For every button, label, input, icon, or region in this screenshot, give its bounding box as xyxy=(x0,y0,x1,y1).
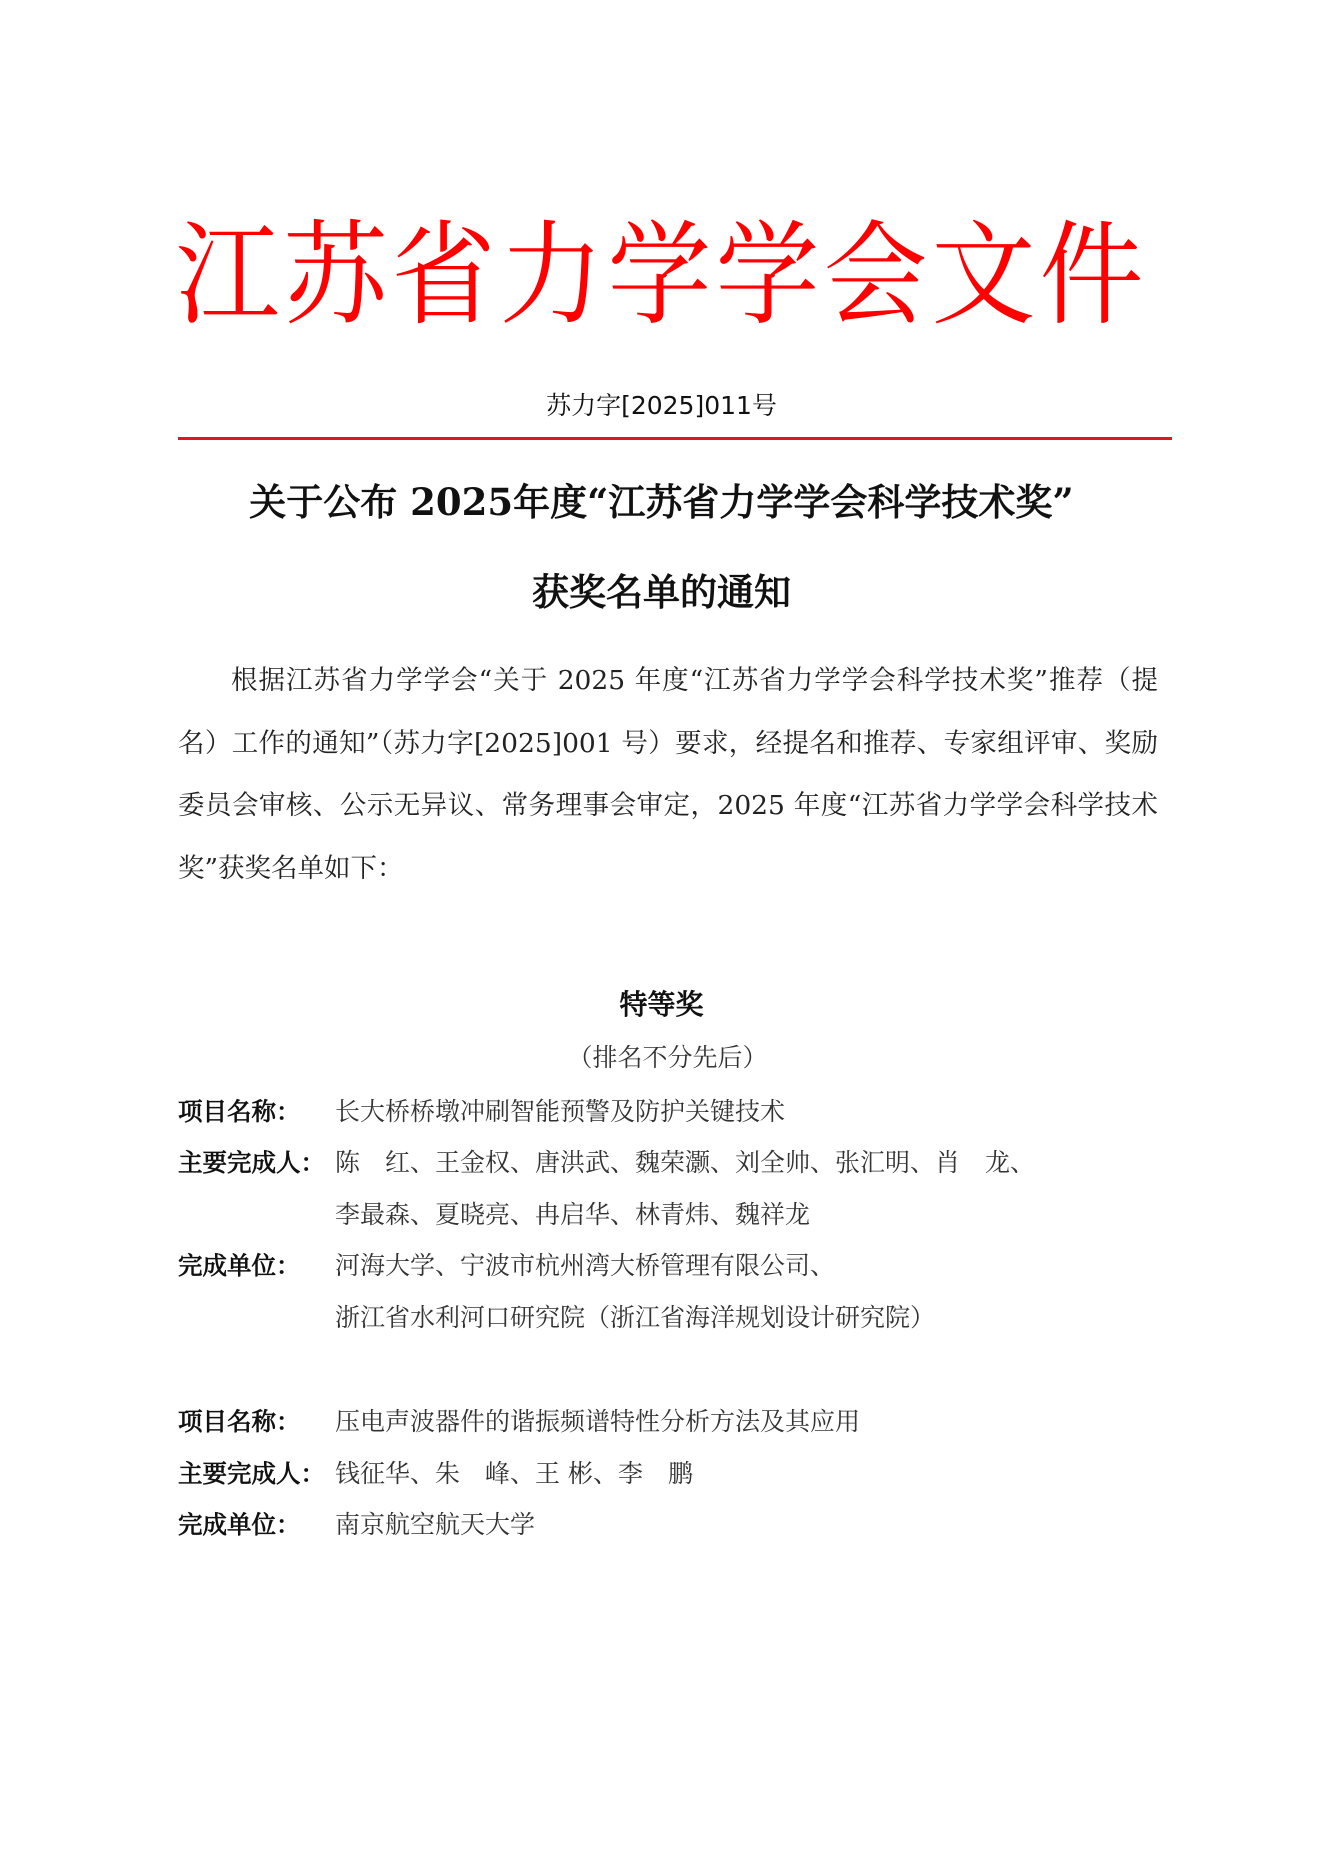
contributors-value-line-1: 陈 红、王金权、唐洪武、魏荣灏、刘全帅、张汇明、肖 龙、 xyxy=(335,1148,1036,1177)
project-2-name-row xyxy=(178,1402,1178,1442)
contributors-value-line-2: 李最森、夏晓亮、冉启华、林青炜、魏祥龙 xyxy=(335,1200,811,1229)
notice-title-line-2: 获奖名单的通知 xyxy=(532,570,791,614)
project-2-organizations-row xyxy=(178,1505,1178,1545)
body-paragraph: 根据江苏省力学学会“关于 2025 年度“江苏省力学学会科学技术奖”推荐（提名）工作的通知”（苏力字[2025]001 号）要求，经提名和推荐、专家组评审、奖励委员会审核、公示无异议、常务理事会审定，2025 年度“江苏省力学学会科学技术奖”获奖名单如下： xyxy=(178,665,1158,884)
award-ranking-note: （排名不分先后） xyxy=(567,1043,768,1072)
organizations-value-line-1: 南京航空航天大学 xyxy=(335,1510,536,1539)
project-name-label: 项目名称： xyxy=(178,1097,301,1126)
contributors-value-line-1: 钱征华、朱 峰、王 彬、李 鹏 xyxy=(335,1459,693,1488)
project-1-name-row xyxy=(178,1092,1178,1132)
project-name-label: 项目名称： xyxy=(178,1407,301,1436)
organizations-label: 完成单位： xyxy=(178,1251,301,1280)
project-1-organizations-row xyxy=(178,1246,1178,1286)
masthead-title: 江苏省力学学会文件 xyxy=(175,209,1148,342)
organizations-value-line-1: 河海大学、宁波市杭州湾大桥管理有限公司、 xyxy=(335,1251,836,1280)
project-1-contributors-row-2 xyxy=(178,1195,1178,1235)
notice-title-line-1: 关于公布 2025年度“江苏省力学学会科学技术奖” xyxy=(249,480,1074,524)
contributors-label: 主要完成人： xyxy=(178,1459,325,1488)
project-2-contributors-row xyxy=(178,1454,1178,1494)
project-name-value: 压电声波器件的谐振频谱特性分析方法及其应用 xyxy=(335,1407,861,1436)
red-divider xyxy=(178,437,1172,440)
project-1-contributors-row xyxy=(178,1143,1178,1183)
project-name-value: 长大桥桥墩冲刷智能预警及防护关键技术 xyxy=(335,1097,786,1126)
document-number: 苏力字[2025]011号 xyxy=(546,391,777,420)
award-grade-heading: 特等奖 xyxy=(619,988,704,1021)
project-1-organizations-row-2 xyxy=(178,1298,1178,1338)
contributors-label: 主要完成人： xyxy=(178,1148,325,1177)
organizations-value-line-2: 浙江省水利河口研究院（浙江省海洋规划设计研究院） xyxy=(335,1303,936,1332)
organizations-label: 完成单位： xyxy=(178,1510,301,1539)
